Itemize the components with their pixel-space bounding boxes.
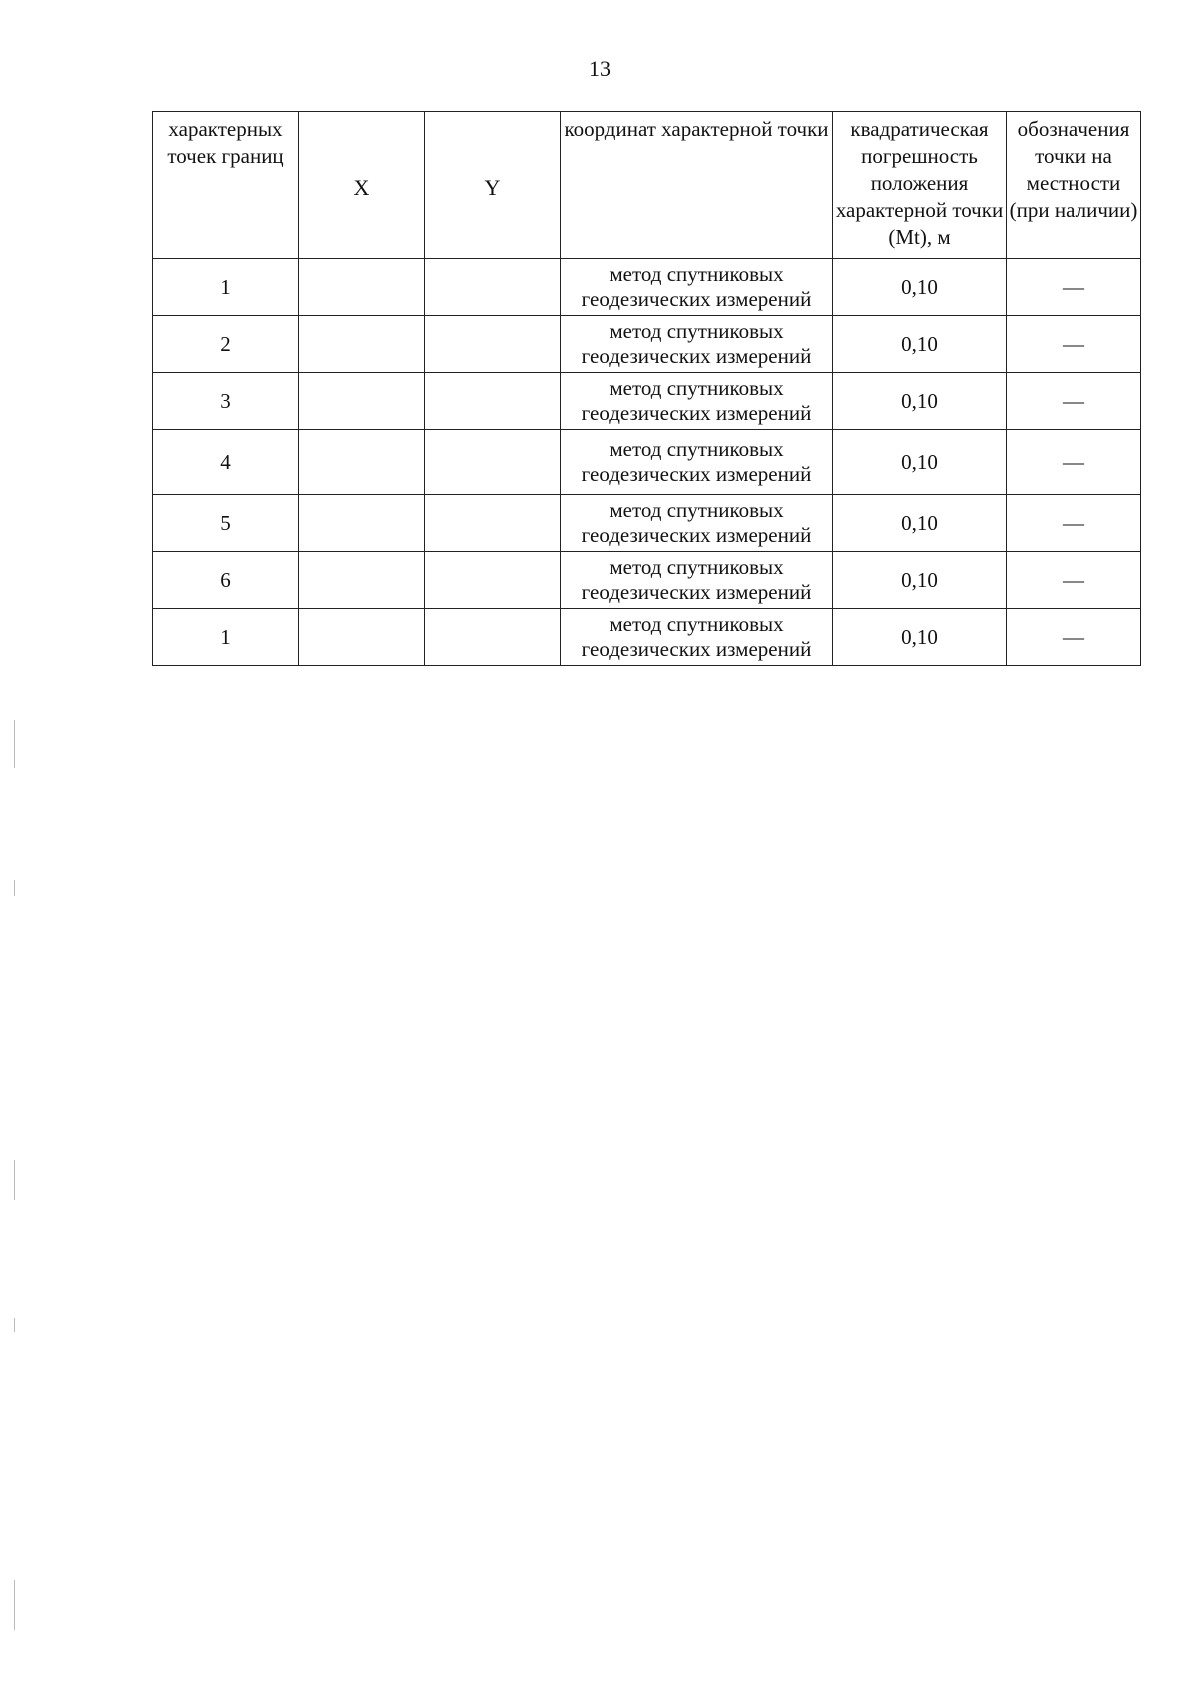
method-line-1: метод спутниковых	[609, 319, 784, 343]
table-row	[153, 430, 1141, 495]
header-method: координат характерной точки	[561, 112, 833, 259]
page-number: 13	[589, 56, 611, 81]
cell-y	[425, 495, 561, 552]
method-line-1: метод спутниковых	[609, 612, 784, 636]
table-row	[153, 259, 1141, 316]
cell-point: 1	[153, 609, 299, 666]
cell-error: 0,10	[833, 430, 1007, 495]
coordinates-table	[152, 111, 1141, 666]
cell-mark: —	[1007, 609, 1141, 666]
method-line-2: геодезических измерений	[581, 523, 812, 547]
scan-mark	[14, 720, 15, 768]
scan-mark	[14, 880, 15, 896]
cell-x	[299, 430, 425, 495]
cell-error: 0,10	[833, 373, 1007, 430]
cell-method	[561, 609, 833, 666]
cell-point: 3	[153, 373, 299, 430]
method-line-1: метод спутниковых	[609, 376, 784, 400]
method-line-2: геодезических измерений	[581, 637, 812, 661]
cell-method	[561, 316, 833, 373]
cell-mark: —	[1007, 373, 1141, 430]
header-mark: обозначения точки на местности (при наличии)	[1007, 112, 1141, 259]
scan-mark	[14, 1318, 15, 1332]
cell-point: 6	[153, 552, 299, 609]
method-line-1: метод спутниковых	[609, 262, 784, 286]
cell-mark: —	[1007, 316, 1141, 373]
cell-mark: —	[1007, 259, 1141, 316]
cell-method	[561, 495, 833, 552]
table-row	[153, 316, 1141, 373]
cell-method	[561, 373, 833, 430]
table-row	[153, 609, 1141, 666]
cell-error: 0,10	[833, 495, 1007, 552]
cell-x	[299, 373, 425, 430]
cell-y	[425, 373, 561, 430]
cell-mark: —	[1007, 495, 1141, 552]
table-header-row	[153, 112, 1141, 259]
cell-method	[561, 430, 833, 495]
cell-y	[425, 552, 561, 609]
cell-point: 1	[153, 259, 299, 316]
method-line-2: геодезических измерений	[581, 462, 812, 486]
scan-mark	[14, 1160, 15, 1200]
cell-y	[425, 430, 561, 495]
table-row	[153, 373, 1141, 430]
header-error: квадратическая погрешность положения характерной точки (Mt), м	[833, 112, 1007, 259]
header-y: Y	[425, 112, 561, 259]
method-line-2: геодезических измерений	[581, 401, 812, 425]
cell-point: 2	[153, 316, 299, 373]
cell-y	[425, 609, 561, 666]
cell-method	[561, 552, 833, 609]
cell-method	[561, 259, 833, 316]
method-line-2: геодезических измерений	[581, 344, 812, 368]
cell-x	[299, 316, 425, 373]
cell-error: 0,10	[833, 609, 1007, 666]
cell-x	[299, 495, 425, 552]
method-line-1: метод спутниковых	[609, 437, 784, 461]
cell-mark: —	[1007, 552, 1141, 609]
method-line-2: геодезических измерений	[581, 580, 812, 604]
cell-error: 0,10	[833, 259, 1007, 316]
cell-point: 4	[153, 430, 299, 495]
cell-error: 0,10	[833, 552, 1007, 609]
cell-error: 0,10	[833, 316, 1007, 373]
cell-x	[299, 552, 425, 609]
method-line-2: геодезических измерений	[581, 287, 812, 311]
cell-x	[299, 609, 425, 666]
method-line-1: метод спутниковых	[609, 498, 784, 522]
table-row	[153, 495, 1141, 552]
table-row	[153, 552, 1141, 609]
cell-point: 5	[153, 495, 299, 552]
method-line-1: метод спутниковых	[609, 555, 784, 579]
scan-mark	[14, 1580, 15, 1630]
cell-y	[425, 316, 561, 373]
header-x: X	[299, 112, 425, 259]
cell-y	[425, 259, 561, 316]
header-points: характерных точек границ	[153, 112, 299, 259]
cell-mark: —	[1007, 430, 1141, 495]
cell-x	[299, 259, 425, 316]
